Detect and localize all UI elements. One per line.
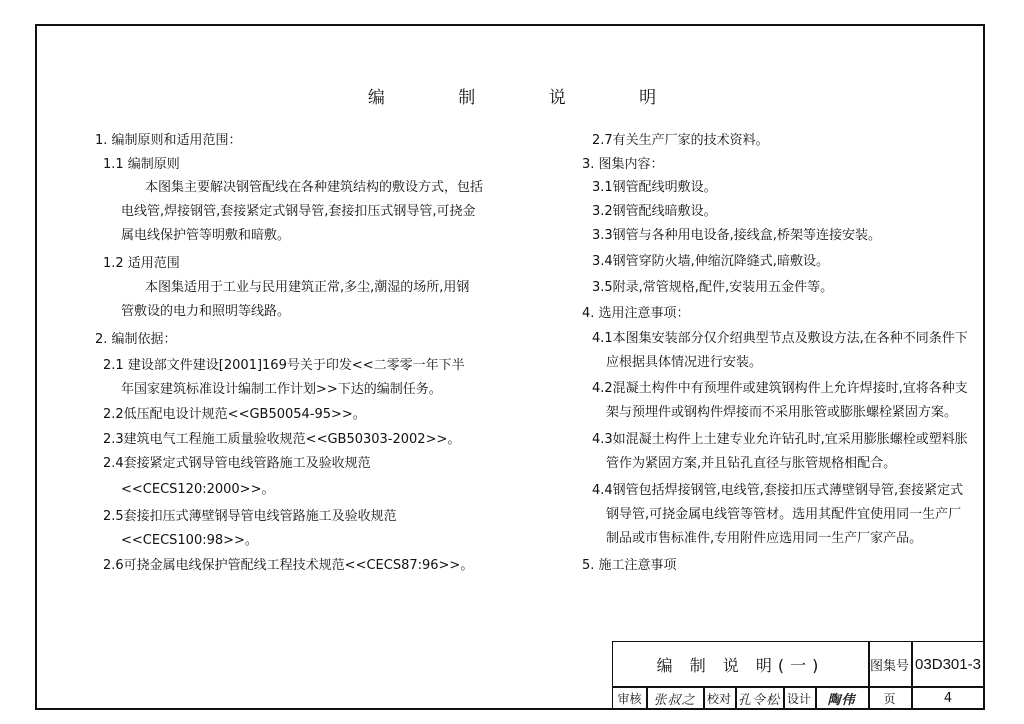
check-label: 校对 [706, 691, 731, 706]
right-text-line: 钢导管,可挠金属电线管等管材。选用其配件宜使用同一生产厂 [606, 507, 962, 522]
left-text-line: 本图集主要解决钢管配线在各种建筑结构的敷设方式，包括 [145, 180, 484, 195]
right-text-line: 3.1钢管配线明敷设。 [592, 180, 717, 195]
right-text-line: 3.3钢管与各种用电设备,接线盒,桥架等连接安装。 [592, 228, 881, 243]
right-text-line: 4.1本图集安装部分仅介绍典型节点及敷设方法,在各种不同条件下 [592, 331, 968, 346]
right-text-line: 4.4钢管包括焊接钢管,电线管,套接扣压式薄壁钢导管,套接紧定式 [592, 483, 964, 498]
review-label: 审核 [617, 691, 642, 706]
right-text-line: 4. 选用注意事项： [582, 306, 690, 321]
left-text-line: 电线管,焊接钢管,套接紧定式钢导管,套接扣压式钢导管,可挠金 [121, 204, 476, 219]
page-label: 页 [883, 691, 896, 706]
left-text-line: 1.2 适用范围 [103, 256, 180, 271]
left-text-line: <<CECS120:2000>>。 [121, 482, 275, 497]
check-signature: 孔令松 [737, 692, 780, 708]
left-text-line: 2.3建筑电气工程施工质量验收规范<<GB50303-2002>>。 [103, 432, 461, 447]
title-block [612, 641, 985, 710]
right-text-line: 架与预埋件或钢构件焊接而不采用胀管或膨胀螺栓紧固方案。 [606, 405, 958, 420]
left-text-line: 2.2低压配电设计规范<<GB50054-95>>。 [103, 407, 366, 422]
right-text-line: 3.5附录,常管规格,配件,安装用五金件等。 [592, 280, 834, 295]
review-signature: 张叔之 [653, 692, 696, 708]
page-number: 4 [943, 690, 953, 706]
left-text-line: <<CECS100:98>>。 [121, 533, 258, 548]
right-text-line: 管作为紧固方案,并且钻孔直径与胀管规格相配合。 [606, 456, 897, 471]
right-text-line: 2.7有关生产厂家的技术资料。 [592, 133, 769, 148]
left-text-line: 2.4套接紧定式钢导管电线管路施工及验收规范 [103, 456, 371, 471]
right-text-line: 4.3如混凝土构件上土建专业允许钻孔时,宜采用膨胀螺栓或塑料胀 [592, 432, 968, 447]
left-text-line: 年国家建筑标准设计编制工作计划>>下达的编制任务。 [121, 382, 442, 397]
left-text-line: 2.5套接扣压式薄壁钢导管电线管路施工及验收规范 [103, 509, 397, 524]
left-text-line: 本图集适用于工业与民用建筑正常,多尘,潮湿的场所,用钢 [145, 280, 470, 295]
atlas-number: 03D301-3 [915, 655, 981, 673]
left-text-line: 2.6可挠金属电线保护管配线工程技术规范<<CECS87:96>>。 [103, 558, 474, 573]
right-text-line: 5. 施工注意事项 [582, 558, 677, 573]
right-text-line: 制品或市售标准件,专用附件应选用同一生产厂家产品。 [606, 531, 923, 546]
right-text-line: 4.2混凝土构件中有预埋件或建筑钢构件上允许焊接时,宜将各种支 [592, 381, 968, 396]
left-text-line: 属电线保护管等明敷和暗敷。 [121, 228, 291, 243]
atlas-label: 图集号 [869, 658, 909, 674]
left-text-line: 2. 编制依据： [95, 332, 177, 347]
drawing-name: 编 制 说 明(一) [656, 655, 825, 675]
right-text-line: 应根据具体情况进行安装。 [606, 355, 763, 370]
design-label: 设计 [786, 691, 811, 706]
design-signature: 陶伟 [827, 692, 856, 708]
right-text-line: 3.4钢管穿防火墙,伸缩沉降缝式,暗敷设。 [592, 254, 829, 269]
right-text-line: 3. 图集内容： [582, 157, 664, 172]
right-text-line: 3.2钢管配线暗敷设。 [592, 204, 717, 219]
left-text-line: 管敷设的电力和照明等线路。 [121, 304, 291, 319]
left-text-line: 1.1 编制原则 [103, 157, 180, 172]
left-text-line: 2.1 建设部文件建设[2001]169号关于印发<<二零零一年下半 [103, 358, 465, 373]
left-text-line: 1. 编制原则和适用范围： [95, 133, 242, 148]
page-title: 编 制 说 明 [367, 88, 691, 108]
